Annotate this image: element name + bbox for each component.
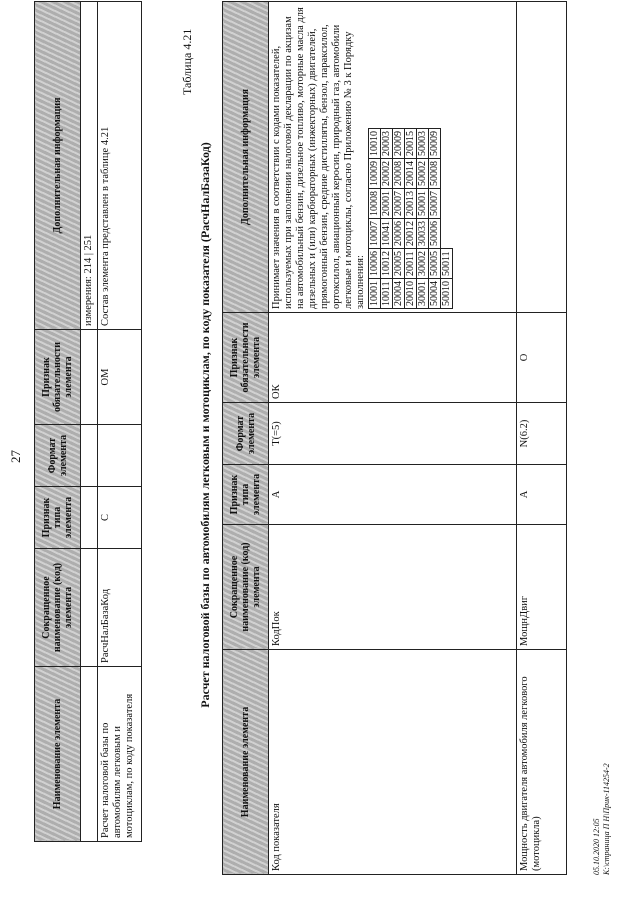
code-cell: 20006 <box>393 219 405 249</box>
row1-name: Код показателя <box>269 650 517 875</box>
code-cell: 50006 <box>429 219 441 249</box>
header-code: Сокращенное наименование (код) элемента <box>35 549 81 667</box>
header-format: Формат элемента <box>35 425 81 487</box>
code-cell: 20015 <box>405 129 417 159</box>
header-code: Сокращенное наименование (код) элемента <box>223 525 269 650</box>
codes-table <box>368 128 453 309</box>
row-info: Состав элемента представлен в таблице 4.21 <box>98 2 142 330</box>
code-cell: 50009 <box>429 129 441 159</box>
code-cell: 30033 <box>417 219 429 249</box>
code-cell: 20014 <box>405 159 417 189</box>
codes-row <box>417 129 429 309</box>
row1-type: А <box>269 465 517 525</box>
code-cell: 20011 <box>405 249 417 279</box>
code-cell: 50011 <box>441 249 453 279</box>
table-main <box>222 1 567 875</box>
row-type: С <box>98 487 142 549</box>
row-format <box>98 425 142 487</box>
footer-path: К:\страница П Н\Прик-114254-2 <box>602 763 611 875</box>
code-cell: 10012 <box>381 249 393 279</box>
row1-info: Принимает значения в соответствии с кодами показателей, используемых при заполнении налоговой декларации по акцизам на автомобильный бензин, дизельное топливо, моторные масла для дизельных и (или) карбюраторных (инжекторных) двигателей, прямогонный бензин, средние дистилляты, бензол, параксилол, ортоксилол, авиационный керосин, природный газ, автомобили легковые и мотоциклы, согласно Приложению № 3 к Порядку заполнения: <box>271 7 366 309</box>
row1-format: T(=5) <box>269 403 517 465</box>
code-cell: 20002 <box>381 159 393 189</box>
header-info: Дополнительная информация <box>35 2 81 330</box>
row2-info <box>517 2 567 313</box>
row-code: РасчНалБазаКод <box>98 549 142 667</box>
codes-row <box>441 129 453 309</box>
codes-row <box>405 129 417 309</box>
header-format: Формат элемента <box>223 403 269 465</box>
code-cell: 50007 <box>429 189 441 219</box>
code-cell: 20003 <box>381 129 393 159</box>
code-cell: 10006 <box>369 249 381 279</box>
code-cell: 10008 <box>369 189 381 219</box>
code-cell: 50004 <box>429 279 441 309</box>
row1-info-cell <box>269 2 517 313</box>
codes-row <box>369 129 381 309</box>
row1-code: КодПок <box>269 525 517 650</box>
codes-row <box>429 129 441 309</box>
code-cell: 10007 <box>369 219 381 249</box>
code-cell: 50005 <box>429 249 441 279</box>
code-cell: 30001 <box>417 279 429 309</box>
code-cell: 20013 <box>405 189 417 219</box>
code-cell: 10011 <box>381 279 393 309</box>
code-cell: 50010 <box>441 279 453 309</box>
header-type: Признак типа элемента <box>35 487 81 549</box>
code-cell: 20009 <box>393 129 405 159</box>
row2-required: О <box>517 313 567 403</box>
page-number: 27 <box>8 450 23 463</box>
code-cell: 10001 <box>369 279 381 309</box>
code-cell: 20012 <box>405 219 417 249</box>
row2-type: А <box>517 465 567 525</box>
footer-date: 05.10.2020 12:05 <box>592 818 601 875</box>
header-type: Признак типа элемента <box>223 465 269 525</box>
code-cell: 20010 <box>405 279 417 309</box>
codes-row <box>381 129 393 309</box>
code-cell: 50002 <box>417 159 429 189</box>
row1-required: ОК <box>269 313 517 403</box>
code-cell: 20004 <box>393 279 405 309</box>
row-required: ОМ <box>98 330 142 425</box>
codes-row <box>393 129 405 309</box>
row2-format: N(6.2) <box>517 403 567 465</box>
header-name: Наименование элемента <box>35 667 81 842</box>
code-cell: 20001 <box>381 189 393 219</box>
header-name: Наименование элемента <box>223 650 269 875</box>
code-cell: 10009 <box>369 159 381 189</box>
code-cell: 50001 <box>417 189 429 219</box>
table-previous <box>34 1 142 842</box>
code-cell: 10010 <box>369 129 381 159</box>
code-cell: 20008 <box>393 159 405 189</box>
continuation-text: измерения: 214 | 251 <box>81 2 98 330</box>
header-required: Признак обязательности элемента <box>35 330 81 425</box>
header-required: Признак обязательности элемента <box>223 313 269 403</box>
footer-stamp <box>592 763 612 875</box>
code-cell: 20005 <box>393 249 405 279</box>
table-title: Расчет налоговой базы по автомобилям легковым и мотоциклам, по коду показателя (РасчНалБазаКод) <box>198 142 212 708</box>
row-name: Расчет налоговой базы по автомобилям легковым и мотоциклам, по коду показателя <box>98 667 142 842</box>
row2-code: МощнДвиг <box>517 525 567 650</box>
code-cell: 50003 <box>417 129 429 159</box>
code-cell: 10041 <box>381 219 393 249</box>
code-cell: 20007 <box>393 189 405 219</box>
table-label: Таблица 4.21 <box>180 28 194 95</box>
row2-name: Мощность двигателя автомобиля легкового (мотоцикла) <box>517 650 567 875</box>
header-info: Дополнительная информация <box>223 2 269 313</box>
code-cell: 30002 <box>417 249 429 279</box>
code-cell: 50008 <box>429 159 441 189</box>
